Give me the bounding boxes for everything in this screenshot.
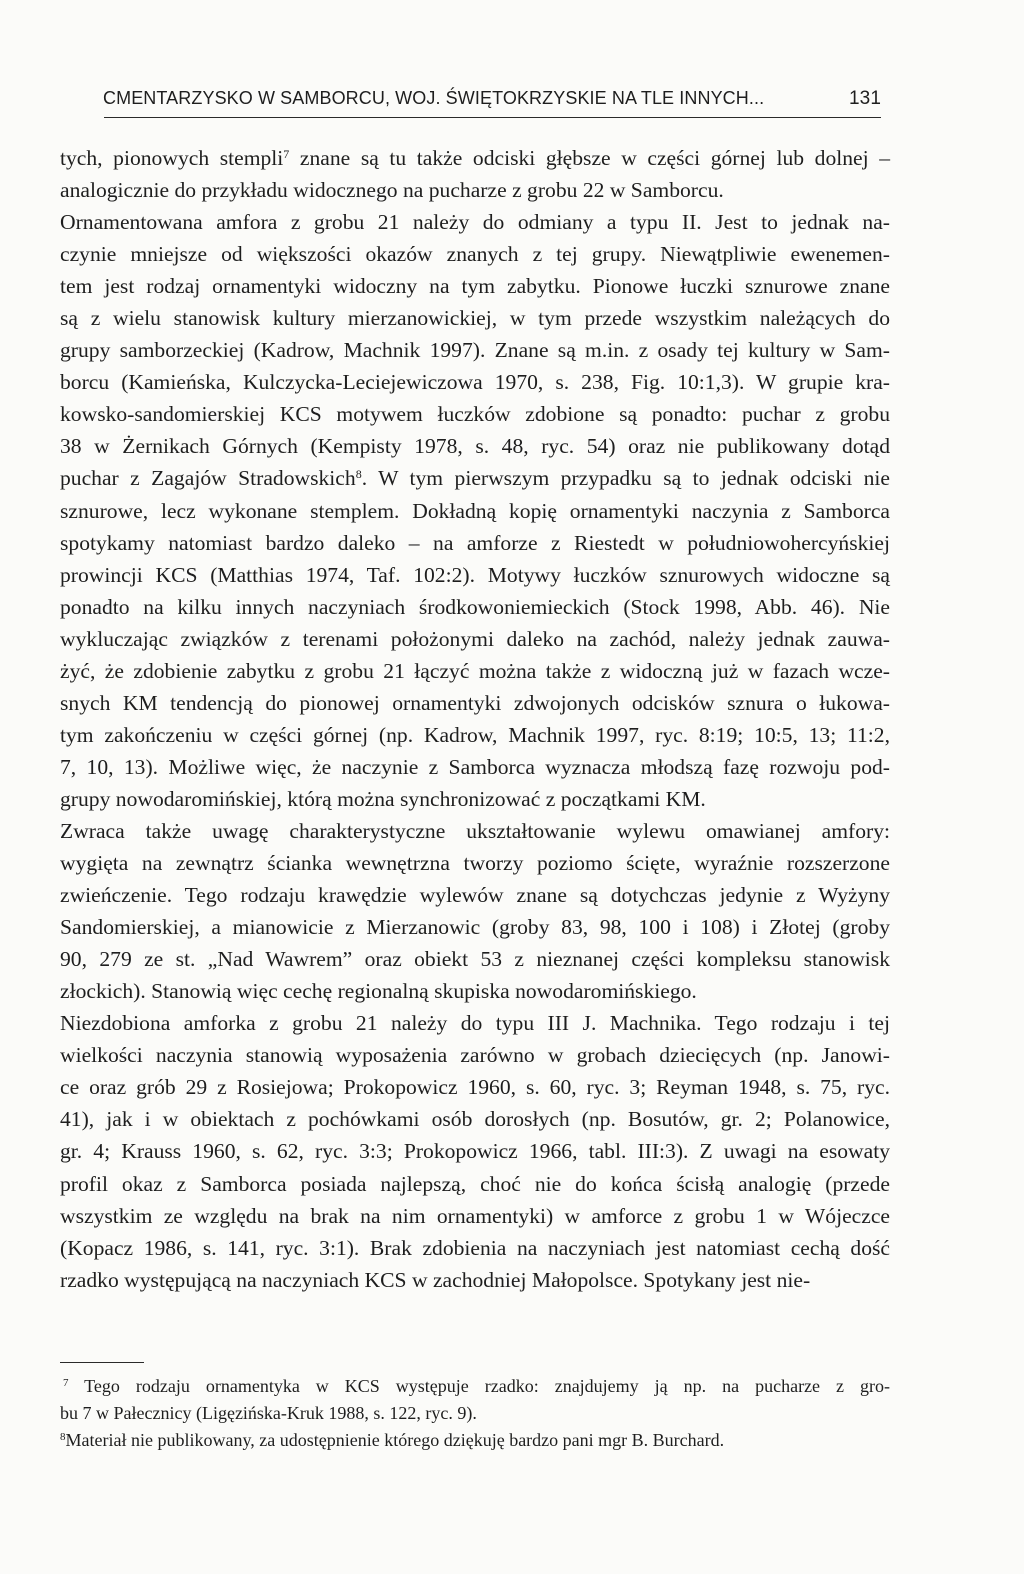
text-run: zwieńczenie. Tego rodzaju krawędzie wylewów znane są dotychczas jedynie z Wyżyny — [60, 883, 890, 908]
text-run: snych KM tendencją do pionowej ornamentyki zdwojonych odcisków sznura o łukowa- — [60, 690, 890, 715]
running-title: CMENTARZYSKO W SAMBORCU, WOJ. ŚWIĘTOKRZYSKIE NA TLE INNYCH... — [103, 88, 765, 108]
text-run: wszystkim ze względu na brak na nim ornamentyki) w amforce z grobu 1 w Wójeczce — [60, 1203, 890, 1228]
body-line — [60, 398, 890, 430]
body-line — [60, 1200, 890, 1232]
text-run: czynie mniejsze od większości okazów znanych z tej grupy. Niewątpliwie ewenemen- — [60, 242, 890, 267]
body-line — [60, 174, 890, 206]
text-run: (Kopacz 1986, s. 141, ryc. 3:1). Brak zdobienia na naczyniach jest natomiast cechą dość — [60, 1235, 890, 1260]
body-line — [60, 1007, 890, 1039]
text-run: prowincji KCS (Matthias 1974, Taf. 102:2). Motywy łuczków sznurowych widoczne są — [60, 562, 890, 587]
body-line — [60, 1232, 890, 1264]
footnote-text: bu 7 w Pałecznicy (Ligęzińska-Kruk 1988, s. 122, ryc. 9). — [60, 1403, 477, 1423]
body-line — [60, 623, 890, 655]
text-run: Niezdobiona amforka z grobu 21 należy do typu III J. Machnika. Tego rodzaju i tej — [60, 1011, 890, 1036]
body-line — [60, 142, 890, 174]
text-run: kowsko-sandomierskiej KCS motywem łuczków zdobione są ponadto: puchar z grobu — [60, 402, 890, 427]
text-run: wygięta na zewnątrz ścianka wewnętrzna tworzy poziomo ścięte, wyraźnie rozszerzone — [60, 851, 890, 876]
body-line — [60, 1103, 890, 1135]
page-number: 131 — [848, 88, 881, 109]
body-line — [60, 943, 890, 975]
body-line — [60, 751, 890, 783]
text-run: sznurowe, lecz wykonane stemplem. Dokładną kopię ornamentyki naczynia z Samborca — [60, 498, 890, 523]
running-head — [103, 88, 881, 112]
text-run: tych, pionowych stempli — [60, 146, 284, 170]
body-line — [60, 783, 890, 815]
text-run: 90, 279 ze st. „Nad Wawrem” oraz obiekt 53 z nieznanej części kompleksu stanowisk — [60, 947, 890, 972]
text-run: tem jest rodzaj ornamentyki widoczny na tym zabytku. Pionowe łuczki sznurowe znane — [60, 274, 890, 299]
body-text — [60, 142, 890, 1296]
body-line — [60, 430, 890, 462]
text-run: borcu (Kamieńska, Kulczycka-Leciejewiczowa 1970, s. 238, Fig. 10:1,3). W grupie kra- — [60, 370, 890, 395]
text-run: gr. 4; Krauss 1960, s. 62, ryc. 3:3; Prokopowicz 1966, tabl. III:3). Z uwagi na esowaty — [60, 1139, 890, 1164]
body-line — [60, 719, 890, 751]
footnote-text: Materiał nie publikowany, za udostępnienie którego dziękuję bardzo pani mgr B. Burchard. — [65, 1430, 725, 1450]
body-line — [60, 206, 890, 238]
text-run: 38 w Żernikach Górnych (Kempisty 1978, s. 48, ryc. 54) oraz nie publikowany dotąd — [60, 434, 890, 459]
body-line — [60, 1039, 890, 1071]
text-run: spotykamy natomiast bardzo daleko – na amforze z Riestedt w południowohercyńskiej — [60, 530, 890, 555]
text-run: puchar z Zagajów Stradowskich — [60, 466, 356, 491]
text-run: znane są tu także odciski głębsze w części górnej lub dolnej – — [289, 146, 890, 170]
body-line — [60, 687, 890, 719]
footnote-line — [60, 1427, 890, 1454]
text-run: 7, 10, 13). Możliwe więc, że naczynie z Samborca wyznacza młodszą fazę rozwoju pod- — [60, 754, 890, 779]
body-line — [60, 847, 890, 879]
footnote-line — [60, 1400, 890, 1427]
body-line — [60, 815, 890, 847]
body-line — [60, 495, 890, 527]
header-rule — [104, 117, 881, 118]
body-line — [60, 559, 890, 591]
footnote-marker: 8 — [60, 1431, 66, 1443]
body-line — [60, 527, 890, 559]
body-line — [60, 462, 890, 494]
footnote-rule — [60, 1362, 144, 1363]
text-run: grupy nowodaromińskiej, którą można synchronizować z początkami KM. — [60, 786, 706, 811]
body-line — [60, 655, 890, 687]
footnote-ref: 8 — [355, 467, 362, 482]
body-line — [60, 366, 890, 398]
body-line — [60, 334, 890, 366]
text-run: złockich). Stanowią więc cechę regionalną skupiska nowodaromińskiego. — [60, 979, 697, 1004]
text-run: Ornamentowana amfora z grobu 21 należy do odmiany a typu II. Jest to jednak na- — [60, 210, 890, 235]
body-line — [60, 238, 890, 270]
footnote-line — [60, 1373, 890, 1400]
text-run: Sandomierskiej, a mianowicie z Mierzanowic (groby 83, 98, 100 i 108) i Złotej (groby — [60, 915, 890, 940]
footnote-marker: 7 — [63, 1377, 69, 1389]
text-run: tym zakończeniu w części górnej (np. Kadrow, Machnik 1997, ryc. 8:19; 10:5, 13; 11:2, — [60, 722, 890, 747]
text-run: wielkości naczynia stanowią wyposażenia zarówno w grobach dziecięcych (np. Janowi- — [60, 1043, 890, 1068]
text-run: ponadto na kilku innych naczyniach środkowoniemieckich (Stock 1998, Abb. 46). Nie — [60, 594, 890, 619]
body-line — [60, 911, 890, 943]
body-line — [60, 975, 890, 1007]
text-run: wykluczając związków z terenami położonymi daleko na zachód, należy jednak zauwa- — [60, 626, 890, 651]
text-run: są z wielu stanowisk kultury mierzanowickiej, w tym przede wszystkim należących do — [60, 306, 890, 331]
text-run: analogicznie do przykładu widocznego na pucharze z grobu 22 w Samborcu. — [60, 178, 724, 203]
body-line — [60, 1168, 890, 1200]
body-line — [60, 879, 890, 911]
text-run: . W tym pierwszym przypadku są to jednak odciski nie — [361, 466, 890, 491]
footnote-text: Tego rodzaju ornamentyka w KCS występuje rzadko: znajdujemy ją np. na pucharze z gro- — [84, 1376, 890, 1396]
body-line — [60, 1135, 890, 1167]
text-run: rzadko występującą na naczyniach KCS w zachodniej Małopolsce. Spotykany jest nie- — [60, 1267, 811, 1292]
text-run: żyć, że zdobienie zabytku z grobu 21 łączyć można także z widoczną już w fazach wcze- — [60, 658, 890, 683]
footnote-ref: 7 — [283, 147, 290, 161]
body-line — [60, 591, 890, 623]
text-run: grupy samborzeckiej (Kadrow, Machnik 1997). Znane są m.in. z osady tej kultury w Sam- — [60, 338, 890, 363]
text-run: profil okaz z Samborca posiada najlepszą, choć nie do końca ścisłą analogię (przede — [60, 1171, 890, 1196]
text-run: ce oraz grób 29 z Rosiejowa; Prokopowicz 1960, s. 60, ryc. 3; Reyman 1948, s. 75, ryc. — [60, 1075, 890, 1100]
body-line — [60, 1264, 890, 1296]
text-run: Zwraca także uwagę charakterystyczne ukształtowanie wylewu omawianej amfory: — [60, 818, 890, 843]
body-line — [60, 1071, 890, 1103]
body-line — [60, 270, 890, 302]
footnotes — [60, 1373, 890, 1454]
body-line — [60, 302, 890, 334]
text-run: 41), jak i w obiektach z pochówkami osób dorosłych (np. Bosutów, gr. 2; Polanowice, — [60, 1107, 890, 1132]
